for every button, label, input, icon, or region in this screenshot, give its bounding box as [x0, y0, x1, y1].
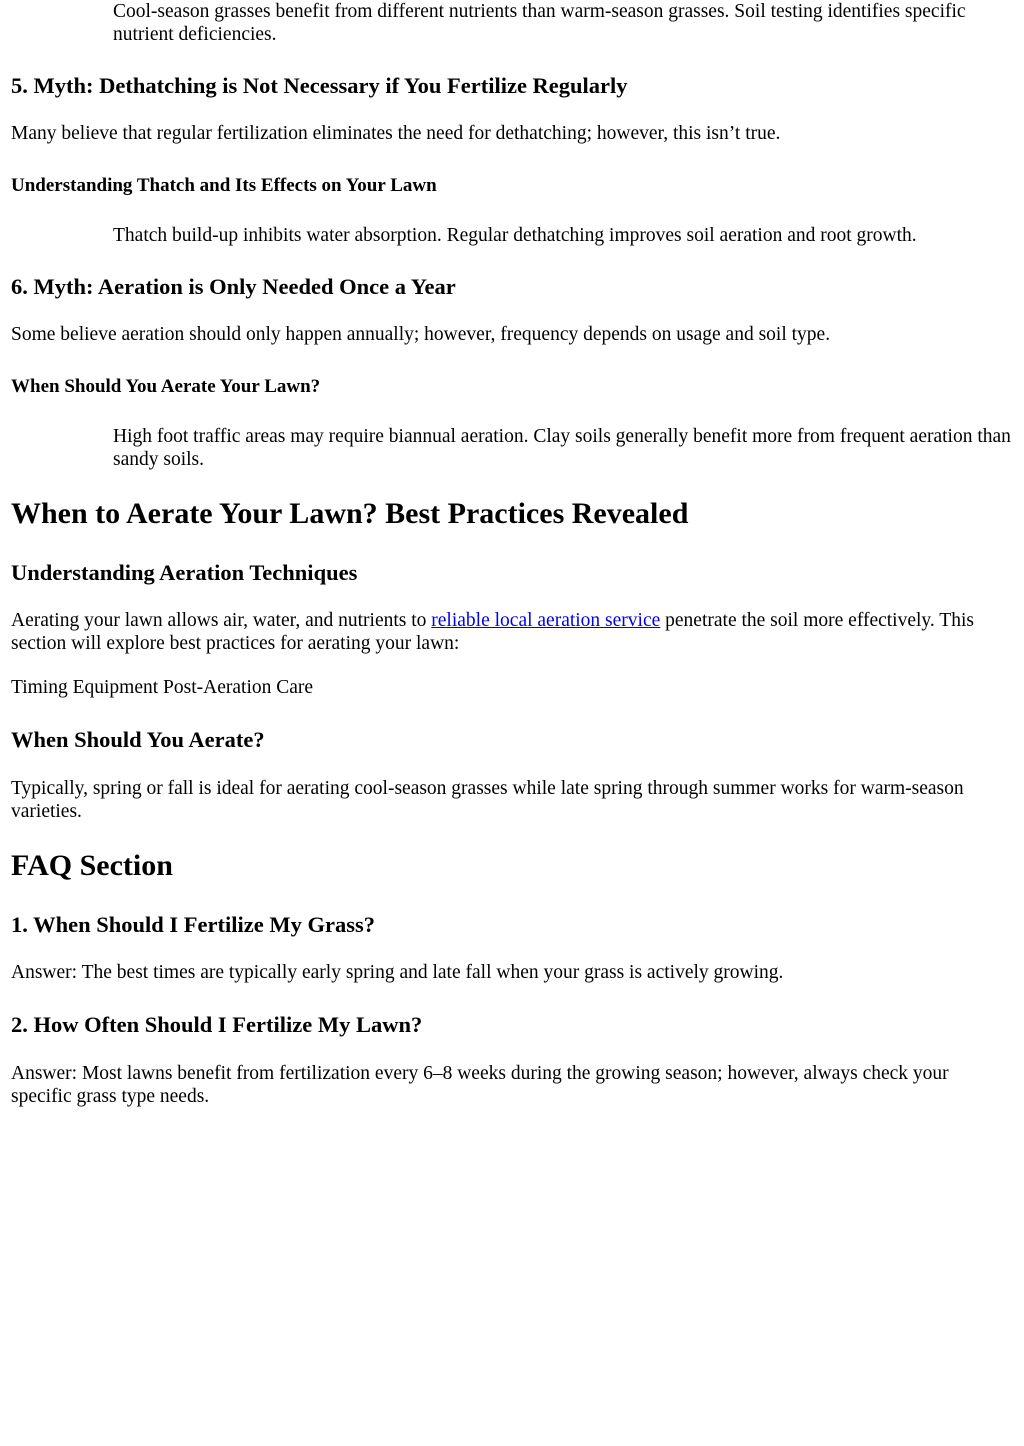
myth6-subheading: When Should You Aerate Your Lawn? [11, 376, 321, 397]
myth5-heading: 5. Myth: Dethatching is Not Necessary if You Fertilize Regularly [11, 73, 628, 98]
faq-answer-1: Answer: The best times are typically early spring and late fall when your grass is actively growing. [11, 962, 784, 983]
faq-question-2: 2. How Often Should I Fertilize My Lawn? [11, 1012, 423, 1037]
techniques-body-after: penetrate the soil more effectively. This section will explore best practices for aerating your lawn: [11, 610, 974, 654]
myth5-subheading: Understanding Thatch and Its Effects on Your Lawn [11, 175, 437, 196]
techniques-body-before: Aerating your lawn allows air, water, and nutrients to [11, 610, 432, 631]
techniques-heading: Understanding Aeration Techniques [11, 560, 358, 585]
when-heading: When Should You Aerate? [11, 727, 265, 752]
myth6-quote-text: High foot traffic areas may require biannual aeration. Clay soils generally benefit more from frequent aeration than sandy soils. [113, 426, 1011, 470]
myth6-heading: 6. Myth: Aeration is Only Needed Once a Year [11, 274, 456, 299]
intro-quote [113, 0, 1014, 46]
faq-heading: FAQ Section [11, 849, 173, 882]
myth6-quote [113, 425, 1014, 471]
aerate-heading: When to Aerate Your Lawn? Best Practices Revealed [11, 497, 689, 530]
faq-answer-2: Answer: Most lawns benefit from fertilization every 6–8 weeks during the growing season; however, always check your specific grass type needs. [11, 1063, 949, 1107]
aeration-list-inline: Timing Equipment Post-Aeration Care [11, 677, 314, 698]
myth5-quote [113, 224, 1014, 247]
myth5-quote-text: Thatch build-up inhibits water absorption. Regular dethatching improves soil aeration and root growth. [113, 225, 917, 246]
when-body: Typically, spring or fall is ideal for aerating cool-season grasses while late spring through summer works for warm-season varieties. [11, 778, 964, 822]
faq-question-1: 1. When Should I Fertilize My Grass? [11, 912, 375, 937]
myth5-body: Many believe that regular fertilization eliminates the need for dethatching; however, this isn’t true. [11, 123, 781, 144]
myth6-body: Some believe aeration should only happen annually; however, frequency depends on usage and soil type. [11, 324, 831, 345]
intro-quote-text: Cool-season grasses benefit from different nutrients than warm-season grasses. Soil testing identifies specific nutrient deficiencies. [113, 1, 966, 45]
techniques-body [11, 609, 1014, 655]
aeration-service-link[interactable]: reliable local aeration service [431, 610, 661, 631]
